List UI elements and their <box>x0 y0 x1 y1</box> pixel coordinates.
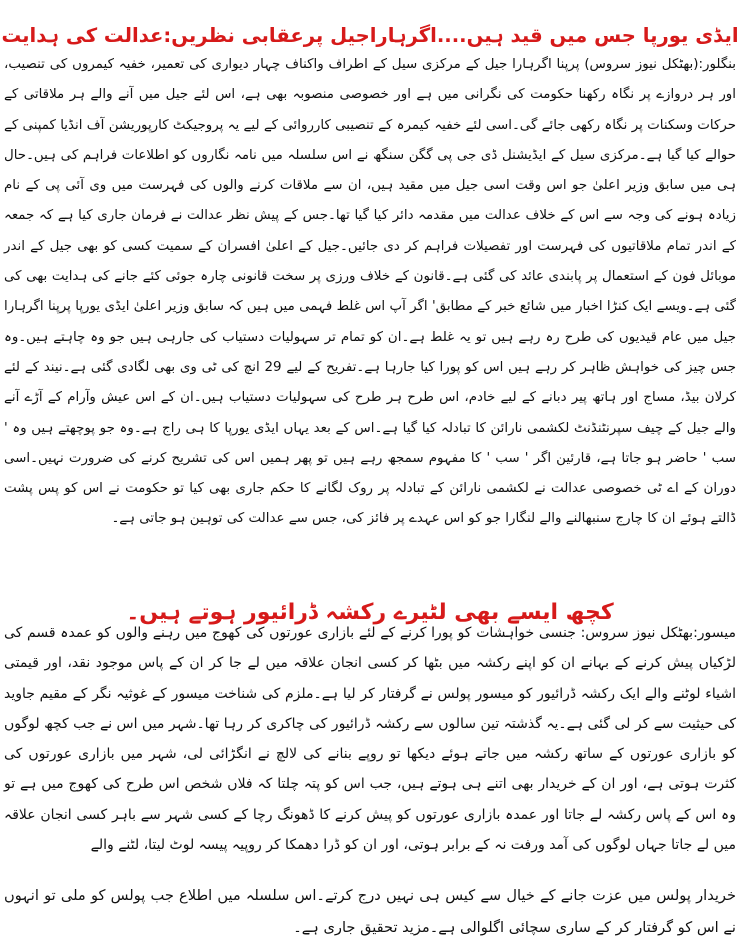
article-body-2: میسور:بھٹکل نیوز سروس: جنسی خواہشات کو پورا کرنے کے لئے بازاری عورتوں کی کھوج میں رہنے والوں کو عمدہ قسم کی لڑکیاں پیش کرنے کے بہانے ان کو اپنے رکشہ میں بٹھا کر کسی انجان علاقہ میں لے جا کر ان کے پاس موجود نقد، اور قیمتی اشیاء لوٹنے والے ایک رکشہ ڈرائیور کو میسور پولس نے گرفتار کر لیا ہے۔ملزم کی شناخت میسور کے غوثیہ نگر کے مقیم جاوید کی حیثیت سے کر لی گئی ہے۔یہ گذشتہ تین سالوں سے رکشہ ڈرائیور کی چاکری کر رہا تھا۔شہر میں اس نے جب کچھ لوگوں کو بازاری عورتوں کے ساتھ رکشہ میں جاتے ہوئے دیکھا تو روپے بنانے کی لالچ نے انگڑائی لی، شہر میں بازاری عورتوں کی کثرت ہوتی ہے، اور ان کے خریدار بھی اتنے ہی ہوتے ہیں، جب اس کو پتہ چلتا کہ فلاں شخص اس طرح کی کھوج میں ہے تو وہ اس کے پاس رکشہ لے جاتا اور عمدہ بازاری عورتوں کو پیش کرنے کا ڈھونگ رچا کے کسی شہر سے باہر کسی انجان علاقہ میں لے جاتا جہاں لوگوں کی آمد ورفت نہ کے برابر ہوتی، اور ان کو ڈرا دھمکا کر روپیہ پیسہ لوٹ لیتا، لٹنے والے <box>4 625 736 854</box>
article-body: بنگلور:(بھٹکل نیوز سروس) پرپنا اگرہارا جیل کے مرکزی سیل کے اطراف واکناف چہار دیواری کی تعمیر، خفیہ کیمروں کی تنصیب، اور ہر دروازے پر نگاہ رکھنا حکومت کی نگرانی میں ہے اور خصوصی منصوبہ بھی ہے، اس لئے جیل میں آنے والے ہر ملاقاتی کے حرکات وسکنات پر نگاہ رکھی جائے گی۔اسی لئے خفیہ کیمرہ کے تنصیبی کارروائی کے لیے یہ پروجیکٹ کارپوریشن آف انڈیا کمپنی کے حوالے کیا گیا ہے۔مرکزی سیل کے ایڈیشنل ڈی جی پی گگن سنگھ نے اس سلسلہ میں نامہ نگاروں کو اطلاعات فراہم کی ہیں۔حال ہی میں سابق وزیر اعلیٰ جو اس وقت اسی جیل میں مقید ہیں، ان سے ملاقات کرنے والوں کی فہرست میں وی آئی پی کے نام زیادہ ہونے کی وجہ سے اس کے خلاف عدالت میں مقدمہ دائر کیا گیا تھا۔جس کے پیش نظر عدالت نے فرمان جاری کیا ہے کہ جمعہ کے اندر تمام ملاقاتیوں کی فہرست اور تفصیلات فراہم کر دی جائیں۔جیل کے اعلیٰ افسران کے سمیت کسی کو بھی جیل کے اندر موبائل فون کے استعمال پر پابندی عائد کی گئی ہے۔قانون کے خلاف ورزی پر سخت قانونی چارہ جوئی کئے جانے کی ہدایت بھی کی گئی ہے۔ویسے ایک کنڑا اخبار میں شائع خبر کے مطابق' اگر آپ اس غلط فہمی میں ہیں کہ سابق وزیر اعلیٰ ایڈی یورپا پرپنا اگرہارا جیل میں عام قیدیوں کی طرح رہ رہے ہیں تو یہ غلط ہے۔ان کو تمام تر سہولیات دستیاب کی جارہی ہیں جو وہ چاہتے ہیں۔وہ جس چیز کی خواہش ظاہر کر رہے ہیں اس کو پورا کیا جارہا ہے۔تفریح کے لیے 29 انچ کی ٹی وی بھی لگادی گئی ہے۔نیند کے لئے کرلان بیڈ، مساج اور ہاتھ پیر دبانے کے لیے خادم، اس طرح ہر طرح کی سہولیات دستیاب ہیں۔ان کے اس عیش وآرام کے آڑے آنے والے جیل کے چیف سپرنٹنڈنٹ لکشمی نارائن کا تبادلہ کیا گیا ہے۔اس کے بعد یہاں ایڈی یورپا کا ہی راج ہے۔وہ جو پوچھتے ہیں وہ ' سب ' حاضر ہو جاتا ہے، قارئین اگر ' سب ' کا مفہوم سمجھ رہے ہیں تو پھر ہمیں اس کی تشریح کرنے کی ضرورت نہیں۔اسی دوران کے اے ٹی خصوصی عدالت نے لکشمی نارائن کے تبادلہ پر روک لگانے کا حکم جاری بھی کیا تو حکومت نے اس کو پس پشت ڈالتے ہوئے ان کا چارج سنبھالنے والے لنگارا جو کو اس عہدے پر فائز کی، جس سے عدالت کی توہین ہو جاتی ہے۔ <box>4 57 736 527</box>
article-body-2-end: خریدار پولس میں عزت جانے کے خیال سے کیس ہی نہیں درج کرتے۔اس سلسلہ میں اطلاع جب پولس کو ملی تو انہوں نے اس کو گرفتار کر کے ساری سچائی اگلوالی ہے۔مزید تحقیق جاری ہے۔ <box>4 887 736 936</box>
article-headline: ایڈی یورپا جس میں قید ہیں....اگرہاراجیل پرعقابی نظریں:عدالت کی ہدایت <box>1 23 739 47</box>
article-subheadline: کچھ ایسے بھی لٹیرے رکشہ ڈرائیور ہوتے ہیں۔ <box>126 599 614 625</box>
